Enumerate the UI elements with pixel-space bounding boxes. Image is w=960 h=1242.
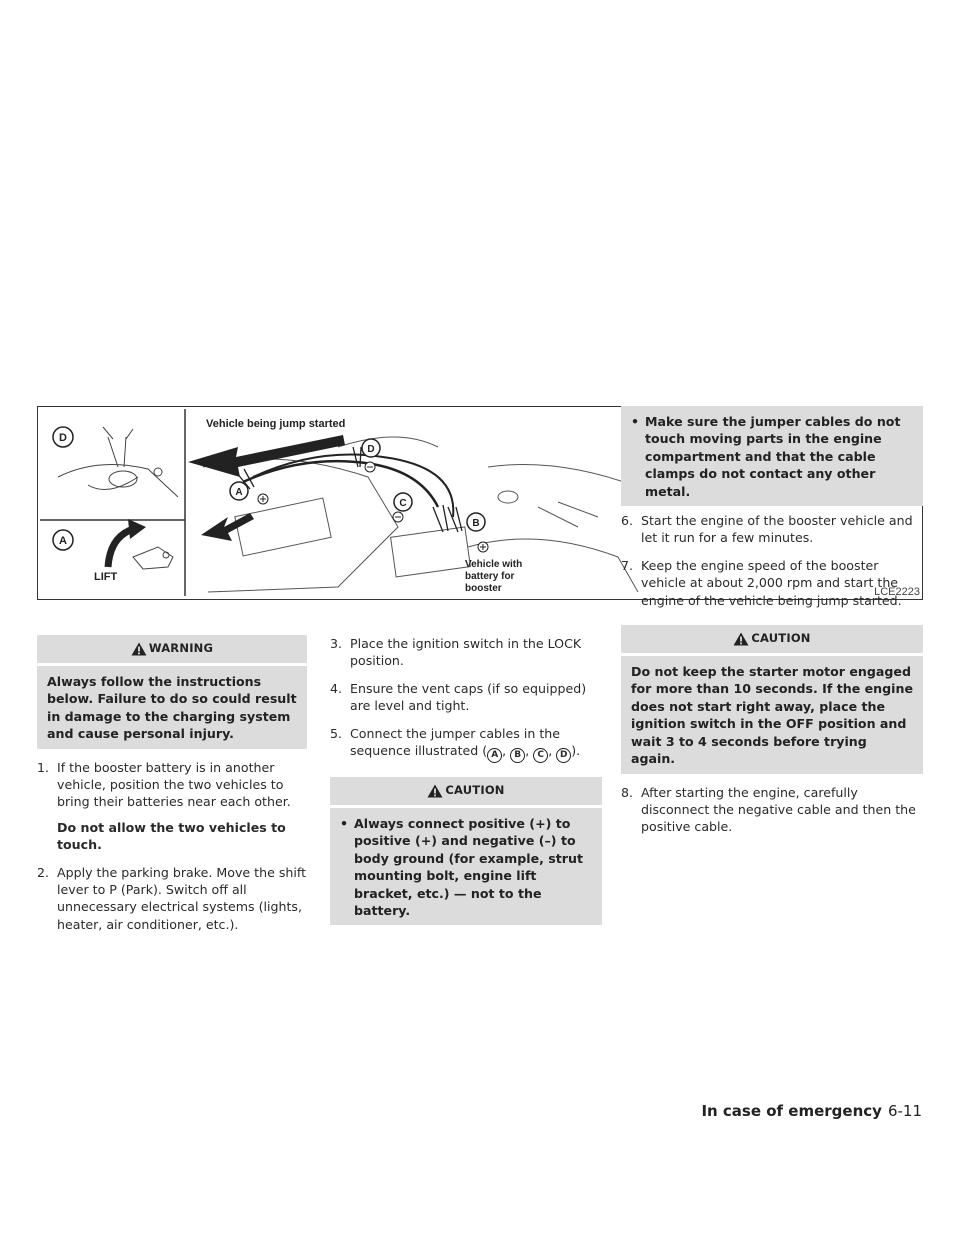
caution-bullet-text: Make sure the jumper cables do not touch moving parts in the engine compartment and that the cable clamps do not contact any other metal. (645, 414, 901, 499)
caution-1-bullet-2 (621, 406, 923, 506)
step-text: Place the ignition switch in the LOCK position. (350, 636, 582, 669)
warning-icon (733, 632, 749, 646)
step-5-text-before: Connect the jumper cables in the sequence illustrated ( (350, 725, 561, 759)
bullet-dot: • (631, 414, 640, 429)
step-1 (37, 759, 307, 811)
step-number: 3. (330, 636, 343, 651)
page-number: 6-11 (887, 1102, 922, 1120)
page-footer (701, 1102, 922, 1120)
step-text: Ensure the vent caps (if so equipped) are level and tight. (350, 680, 587, 714)
warning-heading-text: WARNING (148, 641, 214, 656)
step-text: If the booster battery is in another vehicle, position the two vehicles to bring their batteries near each other. (57, 759, 291, 810)
figure-id: LCE2223 (874, 586, 920, 598)
step-number: 7. (621, 557, 634, 573)
label-d-left: D (59, 432, 67, 444)
column-3 (621, 406, 923, 836)
step-5-text-after: ). (571, 743, 581, 759)
warning-heading (37, 635, 307, 663)
step-number: 5. (330, 725, 343, 741)
label-a: A (235, 487, 243, 498)
caution-heading-text: CAUTION (751, 631, 811, 646)
ground-point-sketch (58, 427, 178, 497)
step-1-note: Do not allow the two vehicles to touch. (57, 819, 286, 853)
caution-heading-1 (330, 777, 602, 805)
bullet-dot: • (340, 816, 349, 832)
step-number: 2. (37, 864, 50, 880)
warning-text: Always follow the instructions below. Failure to do so could result in damage to the charging system and cause personal injury. (37, 666, 307, 749)
step-5 (330, 725, 602, 763)
label-booster-line1: Vehicle with (465, 559, 523, 570)
column-2 (330, 635, 602, 925)
label-c: C (399, 498, 407, 509)
step-number: 4. (330, 680, 343, 696)
step-text: Start the engine of the booster vehicle and let it run for a few minutes. (641, 513, 913, 546)
label-booster-line3: booster (465, 583, 502, 594)
warning-icon (131, 642, 147, 656)
column-1 (37, 635, 307, 933)
label-b: B (472, 518, 480, 529)
label-vehicle-jump-started: Vehicle being jump started (206, 418, 346, 430)
caution-heading-2 (621, 625, 923, 653)
step-number: 1. (37, 759, 50, 775)
step-4 (330, 680, 602, 715)
step-number: 8. (621, 784, 634, 800)
step-number: 6. (621, 513, 634, 529)
step-7 (621, 557, 923, 609)
step-text: After starting the engine, carefully disconnect the negative cable and then the positive cable. (641, 784, 916, 835)
caution-bullet-text: Always connect positive (+) to positive (+) and negative (–) to body ground (for example, strut mounting bolt, engine lift bracket, etc.) — not to the battery. (354, 816, 584, 919)
step-8 (621, 784, 923, 836)
section-title: In case of emergency (701, 1102, 882, 1120)
warning-icon (427, 784, 443, 798)
step-text: Keep the engine speed of the booster vehicle at about 2,000 rpm and start the engine of the vehicle being jump started. (641, 557, 902, 608)
caution-heading-text: CAUTION (445, 783, 505, 798)
step-text: Connect the jumper cables in the sequence illustrated ( A , B , C , D ). (350, 725, 602, 763)
step-text: Apply the parking brake. Move the shift lever to P (Park). Switch off all unnecessary electrical systems (lights, heater, air conditioner, etc.). (57, 864, 307, 932)
sequence-a: A (487, 748, 502, 763)
label-a-left: A (59, 535, 67, 547)
step-3 (330, 635, 602, 670)
caution-2-text: Do not keep the starter motor engaged for more than 10 seconds. If the engine does not start right away, place the ignition switch in the OFF position and wait 3 to 4 seconds before trying again. (621, 656, 923, 773)
sequence-c: C (533, 748, 548, 763)
sequence-b: B (510, 748, 525, 763)
label-lift: LIFT (94, 571, 118, 583)
sequence-d: D (556, 748, 571, 763)
step-6 (621, 512, 923, 547)
label-d: D (367, 444, 375, 455)
step-2 (37, 864, 307, 934)
caution-1-bullet-1 (330, 808, 602, 925)
label-booster-line2: battery for (465, 571, 515, 582)
